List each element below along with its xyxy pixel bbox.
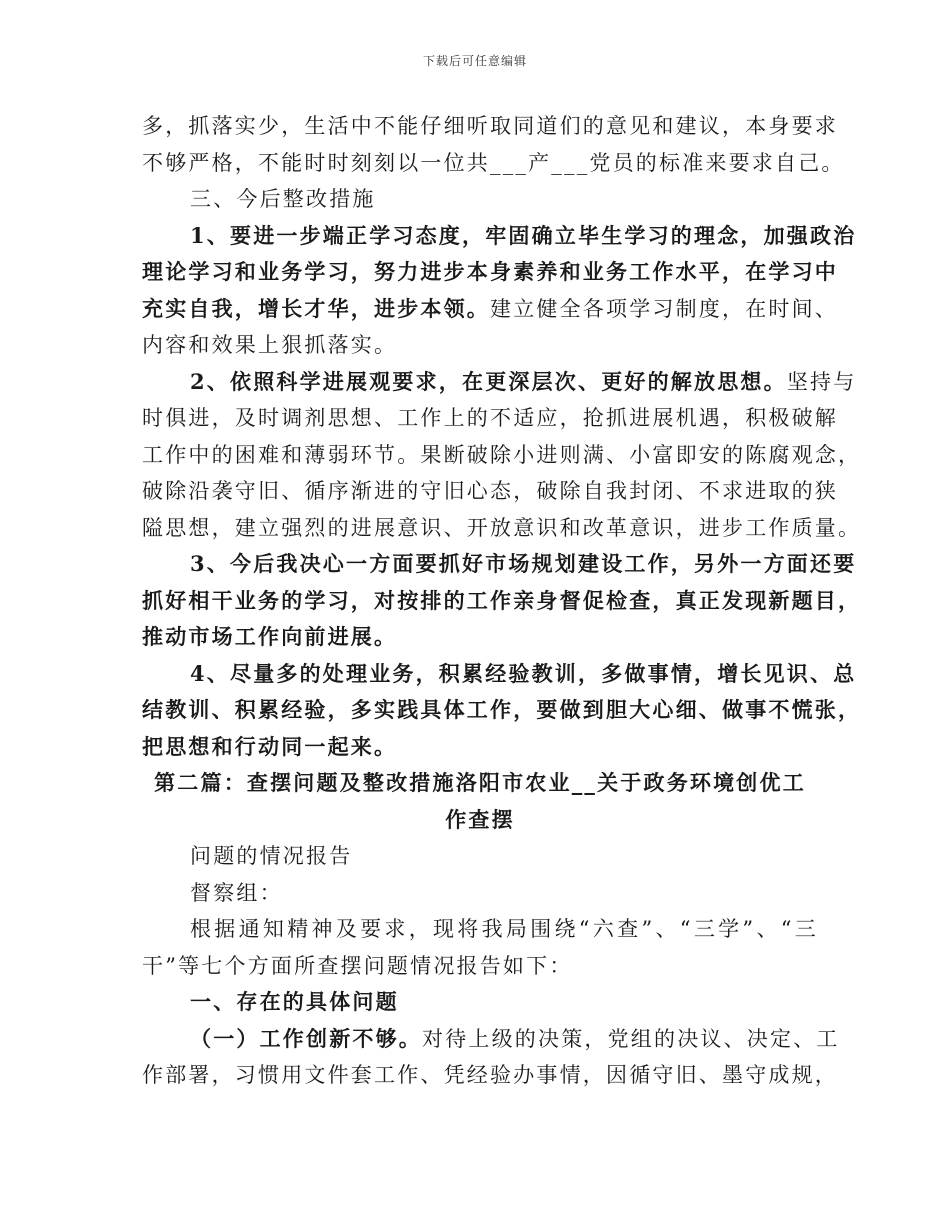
text-line: [142, 765, 818, 802]
text-line: [142, 145, 845, 182]
bold-text-run: 把思想和行动同一起来。: [142, 733, 398, 759]
text-line: [142, 875, 818, 912]
text-line: [142, 291, 838, 328]
text-line: [142, 692, 862, 729]
text-run: 督察组：: [190, 880, 283, 905]
text-line: [142, 1057, 838, 1094]
bold-text-run: 3、今后我决心一方面要抓好市场规划建设工作，另外一方面还要: [190, 551, 857, 576]
bold-text-run: 2、依照科学进展观要求，在更深层次、更好的解放思想。: [190, 368, 787, 394]
text-run: 内容和效果上狠抓落实。: [142, 333, 398, 357]
bold-text-run: 理论学习和业务学习，努力进步本身素养和业务工作水平，在学习中: [142, 259, 838, 284]
text-line: [142, 218, 857, 255]
document-body: [142, 108, 862, 1094]
bold-text-run: 4、尽量多的处理业务，积累经验教训，多做事情，增长见识、总: [190, 660, 857, 686]
text-line: [142, 656, 857, 693]
bold-text-run: 充实自我，增长才华，进步本领。: [142, 295, 490, 321]
text-line: [142, 911, 818, 948]
text-line: [142, 838, 818, 875]
text-line: [142, 802, 818, 839]
text-run: 三、今后整改措施: [190, 187, 376, 211]
text-line: [142, 400, 838, 437]
text-run: 不够严格，不能时时刻刻以一位共___产___党员的标准来要求自己。: [142, 150, 845, 175]
bold-text-run: 1、要进一步端正学习态度，牢固确立毕生学习的理念，加强政治: [190, 222, 857, 248]
bold-text-run: 第二篇：查摆问题及整改措施洛阳市农业__关于政务环境创优工: [154, 770, 806, 795]
text-run: 干”等七个方面所查摆问题情况报告如下：: [142, 953, 573, 978]
text-run: 建立健全各项学习制度，在时间、: [490, 296, 838, 321]
bold-text-run: 推动市场工作向前进展。: [142, 624, 398, 649]
text-run: 多，抓落实少，生活中不能仔细听取同道们的意见和建议，本身要求: [142, 114, 838, 138]
text-line: [142, 583, 862, 620]
text-line: [142, 364, 857, 401]
text-line: [142, 510, 862, 547]
text-line: [142, 254, 838, 291]
bold-text-run: 结教训、积累经验，多实践具体工作，要做到胆大心细、做事不慌张，: [142, 697, 862, 722]
text-line: [142, 181, 818, 218]
text-run: 工作中的困难和薄弱环节。果断破除小进则满、小富即安的陈腐观念，: [142, 442, 862, 467]
text-line: [142, 948, 818, 985]
text-run: 根据通知精神及要求，现将我局围绕“六查”、“三学”、“三: [190, 917, 818, 941]
text-line: [142, 729, 818, 766]
text-line: [142, 984, 818, 1021]
bold-text-run: 作查摆: [445, 806, 515, 832]
text-line: [142, 437, 862, 474]
text-run: 作部署，习惯用文件套工作、凭经验办事情，因循守旧、墨守成规，: [142, 1063, 838, 1087]
bold-text-run: 抓好相干业务的学习，对按排的工作亲身督促检查，真正发现新题目，: [142, 587, 862, 613]
text-line: [142, 473, 838, 510]
text-run: 对待上级的决策，党组的决议、决定、工: [422, 1026, 840, 1051]
text-run: 时俱进，及时调剂思想、工作上的不适应，抢抓进展机遇，积极破解: [142, 406, 838, 430]
text-run: 隘思想，建立强烈的进展意识、开放意识和改革意识，进步工作质量。: [142, 515, 862, 540]
text-run: 问题的情况报告: [190, 844, 353, 868]
text-line: [142, 108, 838, 145]
text-line: [142, 546, 857, 583]
text-run: 破除沿袭守旧、循序渐进的守旧心态，破除自我封闭、不求进取的狭: [142, 479, 838, 503]
bold-text-run: 一、存在的具体问题: [190, 989, 399, 1014]
text-line: [142, 327, 818, 364]
text-run: 坚持与: [786, 369, 857, 394]
text-line: [142, 1021, 840, 1058]
page-header: 下载后可任意编辑: [422, 54, 527, 68]
bold-text-run: （一）工作创新不够。: [190, 1025, 422, 1051]
text-line: [142, 619, 818, 656]
